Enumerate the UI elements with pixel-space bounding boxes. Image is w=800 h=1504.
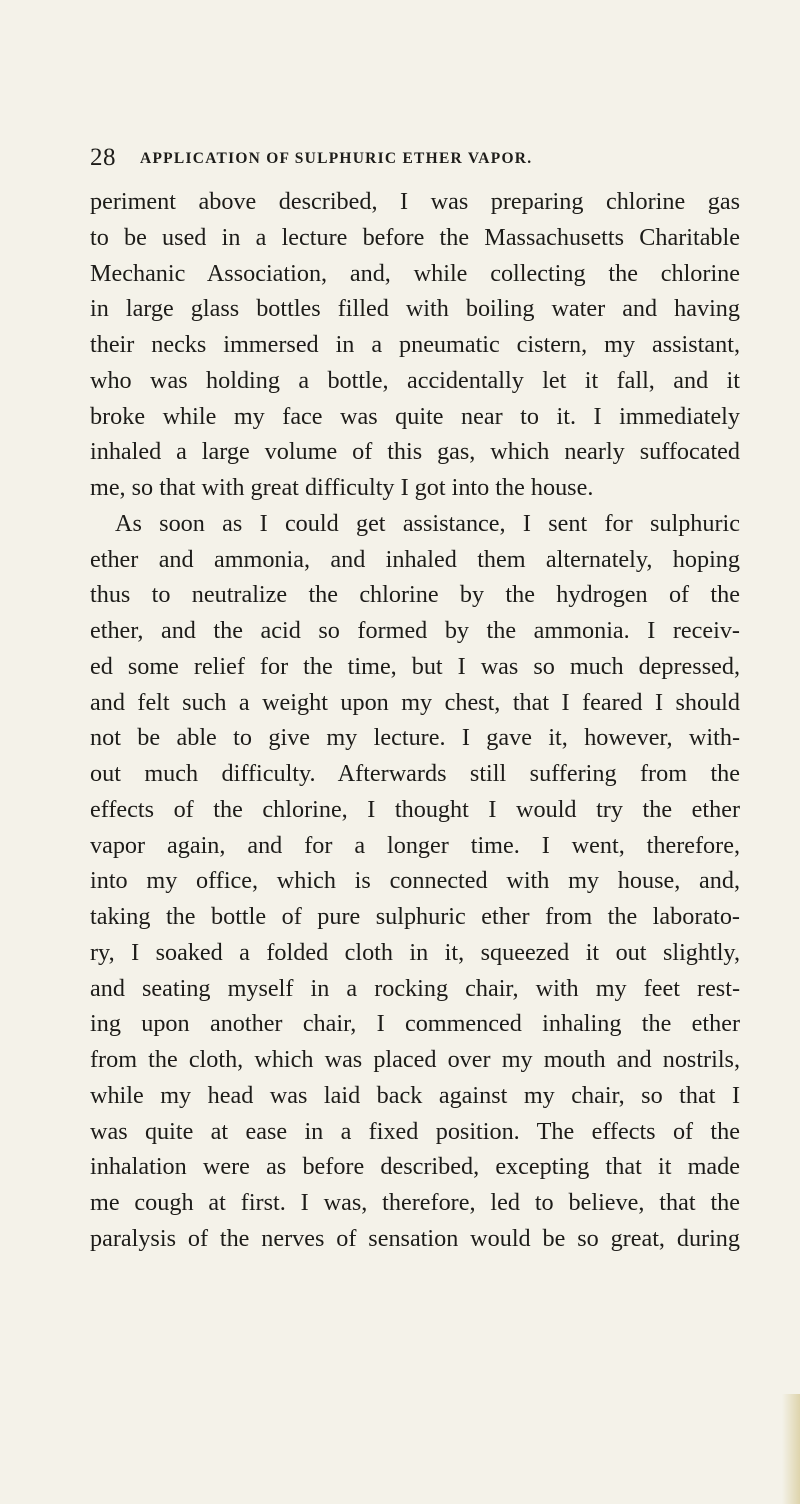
text-line: thus to neutralize the chlorine by the hydrogen of the: [90, 581, 740, 609]
text-line: ed some relief for the time, but I was so much depressed,: [90, 652, 740, 680]
text-line: paralysis of the nerves of sensation would be so great, during: [90, 1224, 740, 1252]
text-line: while my head was laid back against my chair, so that I: [90, 1081, 740, 1109]
running-title: APPLICATION OF SULPHURIC ETHER VAPOR.: [140, 150, 533, 167]
text-line: into my office, which is connected with my house, and,: [90, 867, 740, 895]
text-line: their necks immersed in a pneumatic cistern, my assistant,: [90, 331, 740, 358]
text-line: was quite at ease in a fixed position. The effects of the: [90, 1117, 740, 1145]
text-line: ing upon another chair, I commenced inhaling the ether: [90, 1010, 740, 1038]
text-line: and seating myself in a rocking chair, with my feet rest-: [90, 974, 740, 1002]
text-line: to be used in a lecture before the Massachusetts Charitable: [90, 223, 740, 251]
text-line: who was holding a bottle, accidentally let it fall, and it: [90, 366, 740, 394]
text-line: inhaled a large volume of this gas, which nearly suffocated: [90, 438, 740, 466]
text-line: ether and ammonia, and inhaled them alternately, hoping: [90, 545, 740, 573]
text-line: in large glass bottles filled with boiling water and having: [90, 295, 740, 323]
text-line: inhalation were as before described, excepting that it made: [90, 1153, 740, 1181]
text-line: taking the bottle of pure sulphuric ether from the laborato-: [90, 903, 740, 930]
text-line: me cough at first. I was, therefore, led to believe, that the: [90, 1189, 740, 1216]
page-edge-stain: [782, 1394, 800, 1504]
text-line: from the cloth, which was placed over my mouth and nostrils,: [90, 1046, 740, 1073]
text-line: out much difficulty. Afterwards still suffering from the: [90, 760, 740, 787]
page-header: [90, 143, 720, 173]
text-line: Mechanic Association, and, while collecting the chlorine: [90, 259, 740, 287]
body-text: [90, 184, 740, 1257]
text-line: periment above described, I was preparing chlorine gas: [90, 188, 740, 215]
text-line: vapor again, and for a longer time. I went, therefore,: [90, 831, 740, 859]
text-line: ry, I soaked a folded cloth in it, squeezed it out slightly,: [90, 938, 740, 966]
text-line: me, so that with great difficulty I got into the house.: [90, 474, 594, 501]
text-line: As soon as I could get assistance, I sent for sulphuric: [115, 509, 740, 537]
page-number: 28: [90, 144, 116, 171]
text-line: broke while my face was quite near to it. I immediately: [90, 402, 740, 430]
text-line: ether, and the acid so formed by the ammonia. I receiv-: [90, 617, 740, 644]
text-line: not be able to give my lecture. I gave it, however, with-: [90, 724, 740, 752]
text-line: effects of the chlorine, I thought I would try the ether: [90, 795, 740, 823]
text-line: and felt such a weight upon my chest, that I feared I should: [90, 688, 740, 716]
